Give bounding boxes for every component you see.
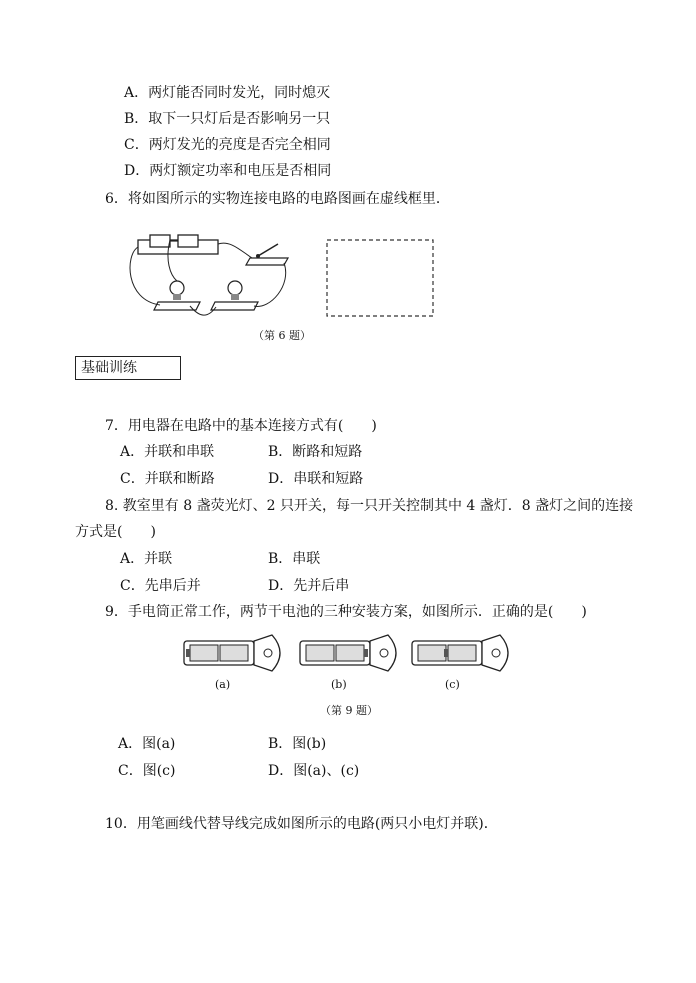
q9-label-b: (b)	[331, 678, 347, 691]
q9-option-c: C．图(c)	[118, 763, 176, 779]
q6-circuit-figure	[120, 230, 295, 320]
q8-option-c: C．先串后并	[120, 578, 201, 594]
q8-option-d: D．先并后串	[268, 578, 350, 594]
q8-option-b: B．串联	[268, 551, 321, 567]
section-title: 基础训练	[75, 356, 181, 380]
q7-option-a: A．并联和串联	[120, 444, 215, 460]
q7-option-b: B．断路和短路	[268, 444, 363, 460]
q7-option-c: C．并联和断路	[120, 471, 215, 487]
q9-flashlight-b	[298, 633, 408, 673]
q6-dashed-answer-box[interactable]	[325, 238, 435, 320]
q6-stem: 6．将如图所示的实物连接电路的电路图画在虚线框里．	[105, 191, 450, 207]
q9-caption: （第 9 题）	[320, 704, 378, 717]
q8-stem-line2: 方式是( )	[75, 524, 156, 540]
q8-option-a: A．并联	[120, 551, 173, 567]
q9-label-c: (c)	[445, 678, 460, 691]
q9-option-a: A．图(a)	[118, 736, 176, 752]
q8-stem-line1: 8. 教室里有 8 盏荧光灯、2 只开关，每一只开关控制其中 4 盏灯．8 盏灯之间的连接	[105, 498, 634, 514]
q5-option-b: B．取下一只灯后是否影响另一只	[124, 111, 331, 127]
q9-option-d: D．图(a)、(c)	[268, 763, 360, 779]
q6-caption: （第 6 题）	[253, 329, 311, 342]
q9-label-a: (a)	[215, 678, 231, 691]
q5-option-c: C．两灯发光的亮度是否完全相同	[124, 137, 331, 153]
q7-option-d: D．串联和短路	[268, 471, 364, 487]
q9-stem: 9．手电筒正常工作，两节干电池的三种安装方案，如图所示．正确的是( )	[105, 604, 587, 620]
q5-option-a: A．两灯能否同时发光，同时熄灭	[124, 85, 331, 101]
q9-flashlight-c	[410, 633, 520, 673]
q5-option-d: D．两灯额定功率和电压是否相同	[124, 163, 332, 179]
q9-option-b: B．图(b)	[268, 736, 327, 752]
q9-flashlight-a	[182, 633, 292, 673]
q7-stem: 7．用电器在电路中的基本连接方式有( )	[105, 418, 377, 434]
q10-stem: 10．用笔画线代替导线完成如图所示的电路(两只小电灯并联)．	[105, 816, 498, 832]
